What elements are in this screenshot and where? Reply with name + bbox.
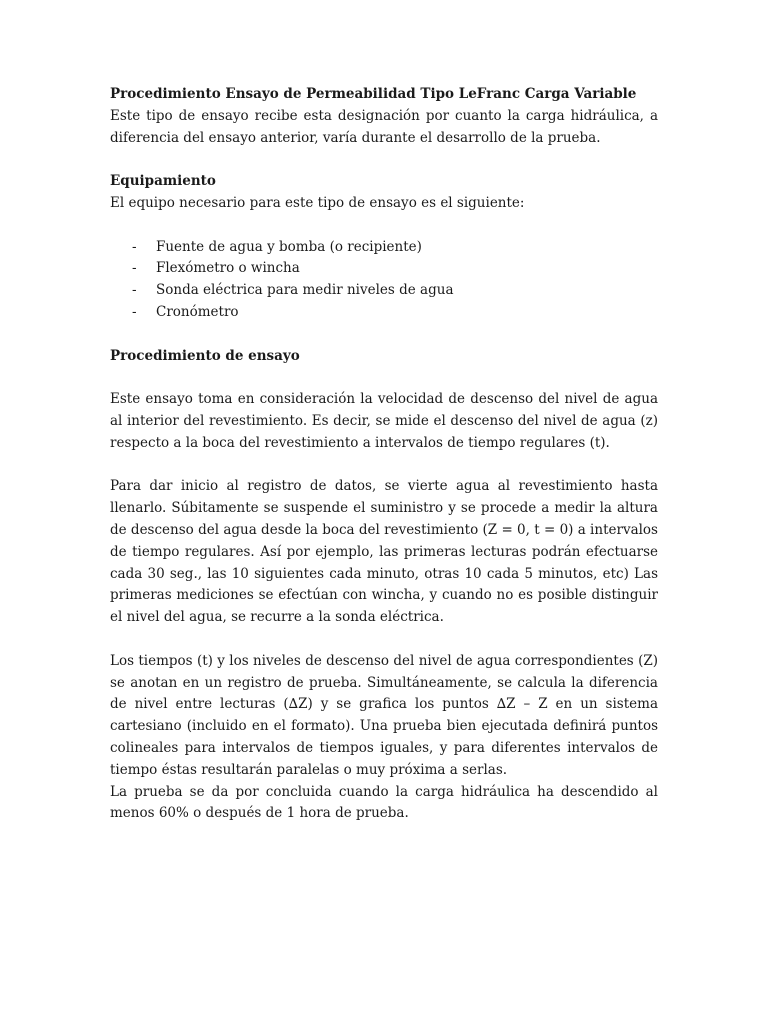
list-item-text: Fuente de agua y bomba (o recipiente) xyxy=(156,238,422,255)
spacer xyxy=(110,367,658,389)
list-item-text: Flexómetro o wincha xyxy=(156,260,300,277)
list-item xyxy=(110,258,658,280)
spacer xyxy=(110,324,658,346)
document-page xyxy=(110,84,658,825)
procedure-paragraph-1: Este ensayo toma en consideración la velocidad de descenso del nivel de agua al interior del revestimiento. Es decir, se mide el descenso del nivel de agua (z) respecto a la boca del revestimiento a intervalos de tiempo regulares (t). xyxy=(110,391,658,451)
procedure-paragraph-2: Para dar inicio al registro de datos, se vierte agua al revestimiento hasta llenarlo. Súbitamente se suspende el suministro y se procede a medir la altura de descenso del agua desde la boca del revestimiento (Z = 0, t = 0) a intervalos de tiempo regulares. Así por ejemplo, las primeras lecturas podrán efectuarse cada 30 seg., las 10 siguientes cada minuto, otras 10 cada 5 minutos, etc) Las primeras mediciones se efectúan con wincha, y cuando no es posible distinguir el nivel del agua, se recurre a la sonda eléctrica. xyxy=(110,478,658,626)
intro-paragraph: Este tipo de ensayo recibe esta designación por cuanto la carga hidráulica, a diferencia del ensayo anterior, varía durante el desarrollo de la prueba. xyxy=(110,107,658,146)
document-title: Procedimiento Ensayo de Permeabilidad Tipo LeFranc Carga Variable xyxy=(110,86,637,102)
spacer xyxy=(110,215,658,237)
list-item xyxy=(110,237,658,259)
equipment-intro: El equipo necesario para este tipo de ensayo es el siguiente: xyxy=(110,194,525,211)
spacer xyxy=(110,455,658,477)
list-item-text: Cronómetro xyxy=(156,303,239,320)
bullet-dash: - xyxy=(132,260,137,277)
equipment-heading: Equipamiento xyxy=(110,173,216,190)
spacer xyxy=(110,149,658,171)
bullet-dash: - xyxy=(132,238,137,255)
list-item xyxy=(110,280,658,302)
bullet-dash: - xyxy=(132,282,137,299)
bullet-dash: - xyxy=(132,303,137,320)
procedure-paragraph-3: Los tiempos (t) y los niveles de descenso del nivel de agua correspondientes (Z) se anotan en un registro de prueba. Simultáneamente, se calcula la diferencia de nivel entre lecturas (∆Z) y se grafica los puntos ∆Z – Z en un sistema cartesiano (incluido en el formato). Una prueba bien ejecutada definirá puntos colineales para intervalos de tiempos iguales, y para diferentes intervalos de tiempo éstas resultarán paralelas o muy próxima a serlas. xyxy=(110,652,658,778)
procedure-paragraph-4: La prueba se da por concluida cuando la carga hidráulica ha descendido al menos 60% o después de 1 hora de prueba. xyxy=(110,783,658,822)
equipment-list xyxy=(110,237,658,324)
spacer xyxy=(110,629,658,651)
procedure-heading: Procedimiento de ensayo xyxy=(110,347,300,364)
list-item-text: Sonda eléctrica para medir niveles de agua xyxy=(156,282,454,299)
list-item xyxy=(110,302,658,324)
